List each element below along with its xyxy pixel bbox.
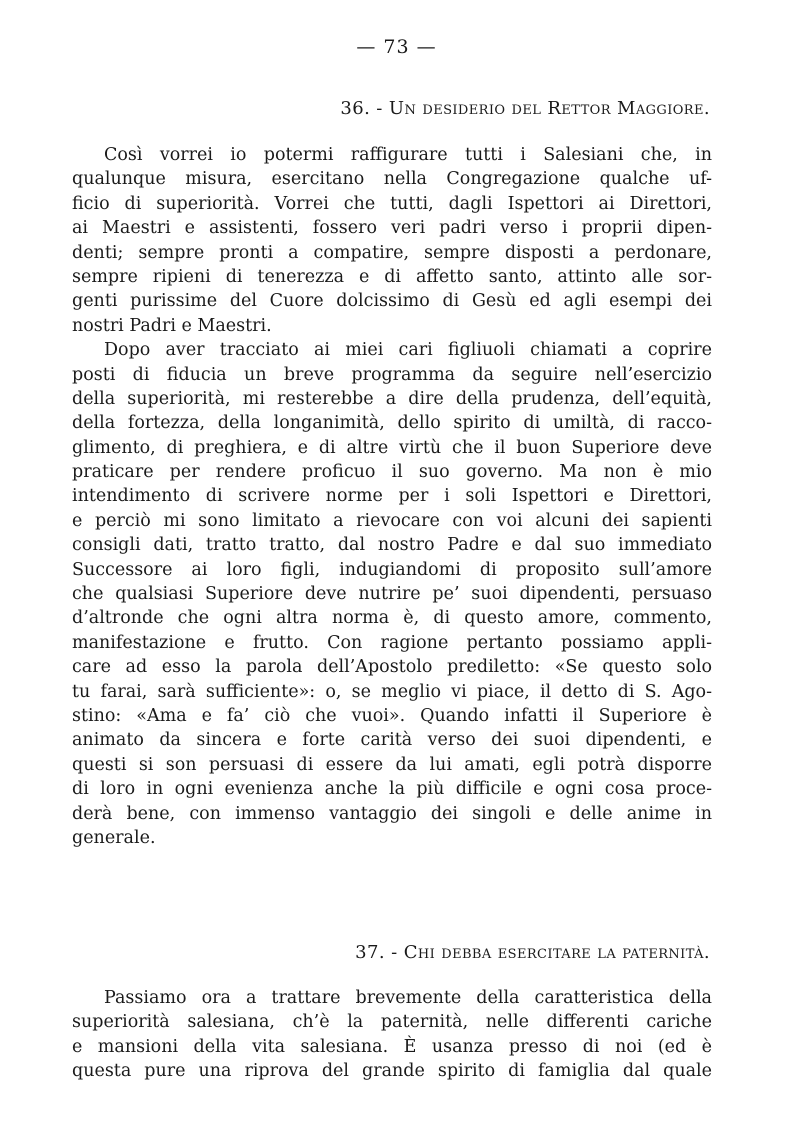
section-heading-36 — [60, 98, 710, 119]
text-line: d’altronde che ogni altra norma è, di questo amore, commento, — [72, 608, 712, 629]
text-line: stino: «Ama e fa’ ciò che vuoi». Quando infatti il Superiore è — [72, 705, 712, 726]
text-line: posti di fiducia un breve programma da seguire nell’esercizio — [72, 364, 712, 385]
text-line: Dopo aver tracciato ai miei cari figliuoli chiamati a coprire — [104, 340, 712, 361]
text-line: ficio di superiorità. Vorrei che tutti, dagli Ispettori ai Direttori, — [72, 193, 712, 214]
section-36-body — [72, 143, 712, 850]
text-line: tu farai, sarà sufficiente»: o, se meglio vi piace, il detto di S. Ago- — [72, 681, 712, 702]
section-heading-text: 37. - Chi debba esercitare la paternità. — [355, 942, 710, 963]
text-line: intendimento di scrivere norme per i soli Ispettori e Direttori, — [72, 486, 712, 507]
text-line: nostri Padri e Maestri. — [72, 315, 272, 336]
text-line: di loro in ogni evenienza anche la più difficile e ogni cosa proce- — [72, 779, 712, 800]
section-heading-text: 36. - Un desiderio del Rettor Maggiore. — [340, 98, 710, 119]
text-line: sempre ripieni di tenerezza e di affetto santo, attinto alle sor- — [72, 266, 712, 287]
text-line: Successore ai loro figli, indugiandomi di proposito sull’amore — [72, 559, 712, 580]
text-line: questa pure una riprova del grande spirito di famiglia dal quale — [72, 1061, 712, 1082]
text-line: derà bene, con immenso vantaggio dei singoli e delle anime in — [72, 803, 712, 824]
text-line: superiorità salesiana, ch’è la paternità, nelle differenti cariche — [72, 1012, 712, 1033]
text-line: ai Maestri e assistenti, fossero veri padri verso i proprii dipen- — [72, 218, 712, 239]
text-line: praticare per rendere proficuo il suo governo. Ma non è mio — [72, 462, 712, 483]
text-line: della fortezza, della longanimità, dello spirito di umiltà, di racco- — [72, 413, 712, 434]
section-heading-37 — [60, 942, 710, 963]
text-line: della superiorità, mi resterebbe a dire della prudenza, dell’equità, — [72, 388, 712, 409]
text-line: e perciò mi sono limitato a rievocare con voi alcuni dei sapienti — [72, 510, 712, 531]
page-number: — 73 — — [356, 36, 437, 58]
text-line: generale. — [72, 827, 156, 848]
text-line: che qualsiasi Superiore deve nutrire pe’ suoi dipendenti, persuaso — [72, 584, 712, 605]
text-line: animato da sincera e forte carità verso dei suoi dipendenti, e — [72, 730, 712, 751]
text-line: e mansioni della vita salesiana. È usanza presso di noi (ed è — [72, 1036, 712, 1057]
text-line: glimento, di preghiera, e di altre virtù che il buon Superiore deve — [72, 437, 712, 458]
text-line: Così vorrei io potermi raffigurare tutti i Salesiani che, in — [104, 145, 712, 165]
text-line: consigli dati, tratto tratto, dal nostro Padre e dal suo immediato — [72, 535, 712, 556]
text-line: manifestazione e frutto. Con ragione pertanto possiamo appli- — [72, 632, 712, 653]
text-line: qualunque misura, esercitano nella Congregazione qualche uf- — [72, 169, 712, 190]
section-37-body — [72, 986, 712, 1084]
text-line: care ad esso la parola dell’Apostolo prediletto: «Se questo solo — [72, 657, 712, 678]
text-line: denti; sempre pronti a compatire, sempre disposti a perdonare, — [72, 242, 712, 263]
text-line: genti purissime del Cuore dolcissimo di Gesù ed agli esempi dei — [72, 291, 712, 312]
text-line: questi si son persuasi di essere da lui amati, egli potrà disporre — [72, 754, 712, 775]
text-line: Passiamo ora a trattare brevemente della caratteristica della — [104, 988, 712, 1008]
